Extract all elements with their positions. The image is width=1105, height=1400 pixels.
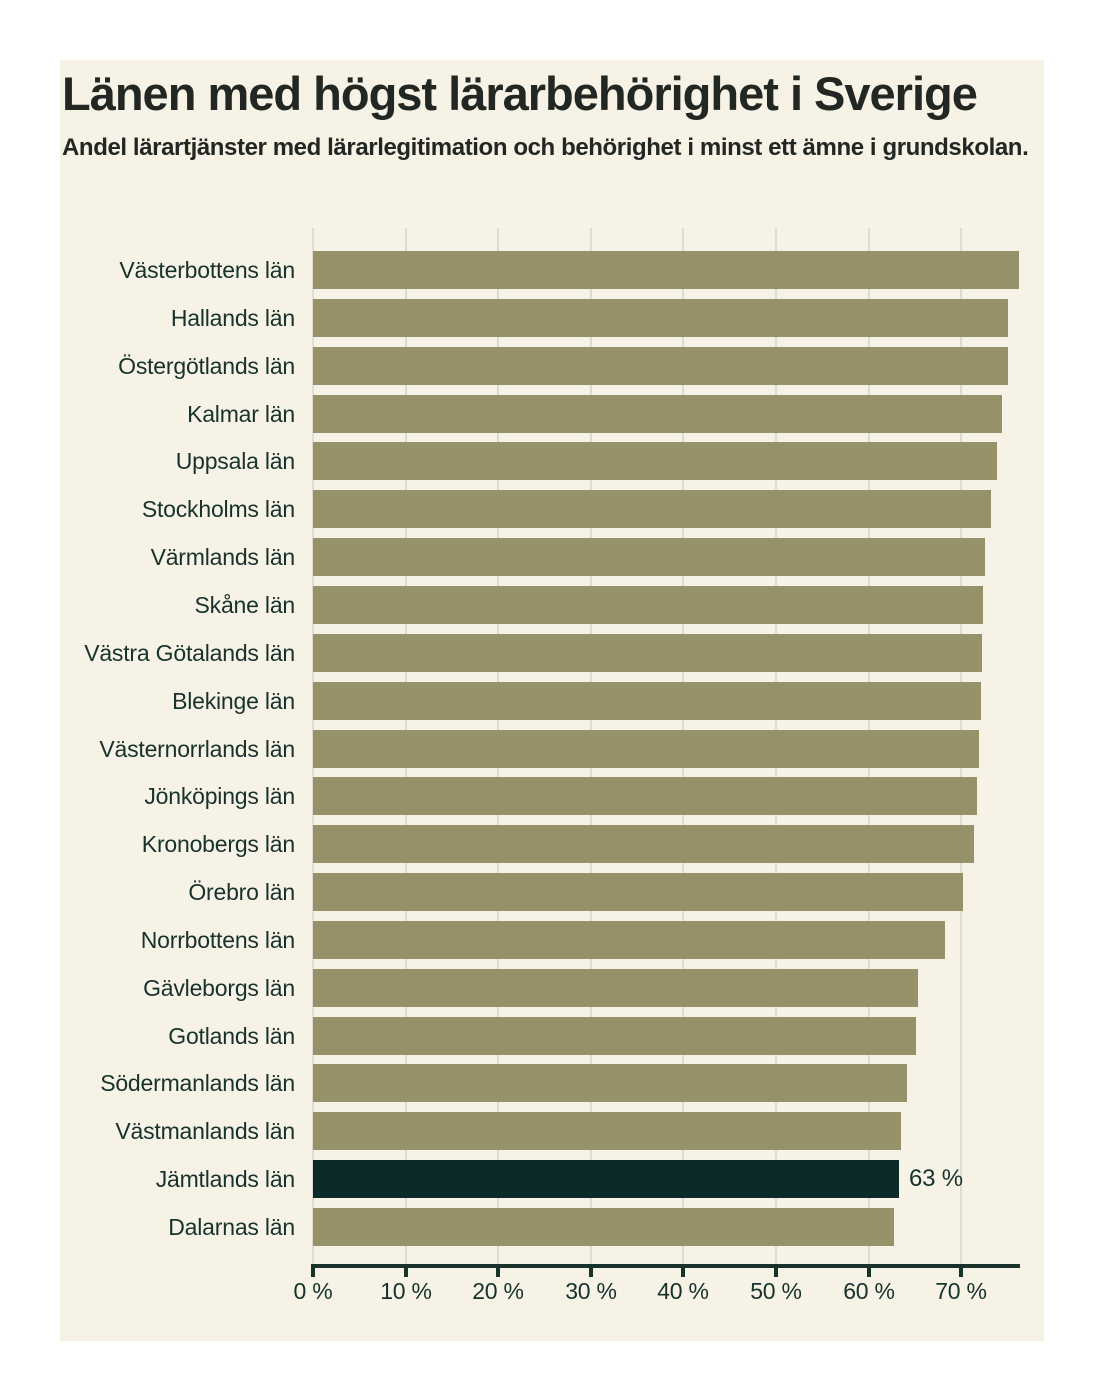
- category-label: Värmlands län: [150, 544, 295, 570]
- category-label: Kalmar län: [187, 401, 295, 427]
- bar: [313, 442, 997, 480]
- category-label: Norrbottens län: [140, 927, 295, 953]
- x-axis-tick-label: 70 %: [935, 1278, 987, 1304]
- category-label: Jönköpings län: [144, 783, 295, 809]
- x-axis-tick: [774, 1264, 778, 1277]
- category-label: Södermanlands län: [100, 1070, 295, 1096]
- category-label: Västerbottens län: [119, 257, 295, 283]
- chart-panel: [60, 60, 1044, 1341]
- bar: [313, 1208, 894, 1246]
- category-label: Skåne län: [194, 592, 295, 618]
- category-label: Kronobergs län: [141, 831, 295, 857]
- bar: [313, 682, 981, 720]
- category-label: Hallands län: [170, 305, 295, 331]
- category-label: Örebro län: [188, 879, 295, 905]
- x-axis-tick: [681, 1264, 685, 1277]
- category-label: Västra Götalands län: [84, 640, 295, 666]
- x-axis-tick-label: 0 %: [293, 1278, 333, 1304]
- bar: [313, 395, 1002, 433]
- category-label: Gävleborgs län: [143, 975, 295, 1001]
- bar: [313, 1112, 901, 1150]
- bar: [313, 1017, 916, 1055]
- bar: [313, 299, 1008, 337]
- bar: [313, 586, 983, 624]
- chart-title: Länen med högst lärarbehörighet i Sverige: [62, 67, 977, 120]
- x-axis-tick: [311, 1264, 315, 1277]
- category-label: Västmanlands län: [115, 1118, 295, 1144]
- category-label: Östergötlands län: [118, 353, 295, 379]
- bar: [313, 538, 985, 576]
- bar: [313, 1160, 899, 1198]
- category-label: Uppsala län: [175, 448, 295, 474]
- x-axis-tick: [404, 1264, 408, 1277]
- bar: [313, 969, 918, 1007]
- x-axis-tick: [589, 1264, 593, 1277]
- bar: [313, 490, 991, 528]
- x-axis-tick: [959, 1264, 963, 1277]
- x-axis-tick-label: 60 %: [843, 1278, 895, 1304]
- category-label: Västernorrlands län: [99, 736, 295, 762]
- bar: [313, 873, 963, 911]
- bar: [313, 634, 982, 672]
- bar: [313, 251, 1019, 289]
- bar: [313, 1064, 907, 1102]
- x-axis-tick-label: 10 %: [380, 1278, 432, 1304]
- category-label: Dalarnas län: [168, 1214, 295, 1240]
- bar: [313, 730, 979, 768]
- category-label: Jämtlands län: [155, 1166, 295, 1192]
- chart-subtitle: Andel lärartjänster med lärarlegitimation och behörighet i minst ett ämne i grundskolan.: [62, 134, 1029, 161]
- highlight-value-label: 63 %: [909, 1165, 963, 1192]
- bar: [313, 921, 945, 959]
- category-label: Stockholms län: [141, 496, 295, 522]
- x-axis-tick-label: 50 %: [750, 1278, 802, 1304]
- x-axis-tick-label: 40 %: [657, 1278, 709, 1304]
- x-axis-tick: [867, 1264, 871, 1277]
- category-label: Gotlands län: [168, 1023, 295, 1049]
- x-axis-tick-label: 30 %: [565, 1278, 617, 1304]
- x-axis-tick-label: 20 %: [472, 1278, 524, 1304]
- x-axis-line: [313, 1264, 1020, 1268]
- bar: [313, 347, 1008, 385]
- x-axis-tick: [496, 1264, 500, 1277]
- category-label: Blekinge län: [172, 688, 295, 714]
- bar: [313, 825, 974, 863]
- bar: [313, 777, 977, 815]
